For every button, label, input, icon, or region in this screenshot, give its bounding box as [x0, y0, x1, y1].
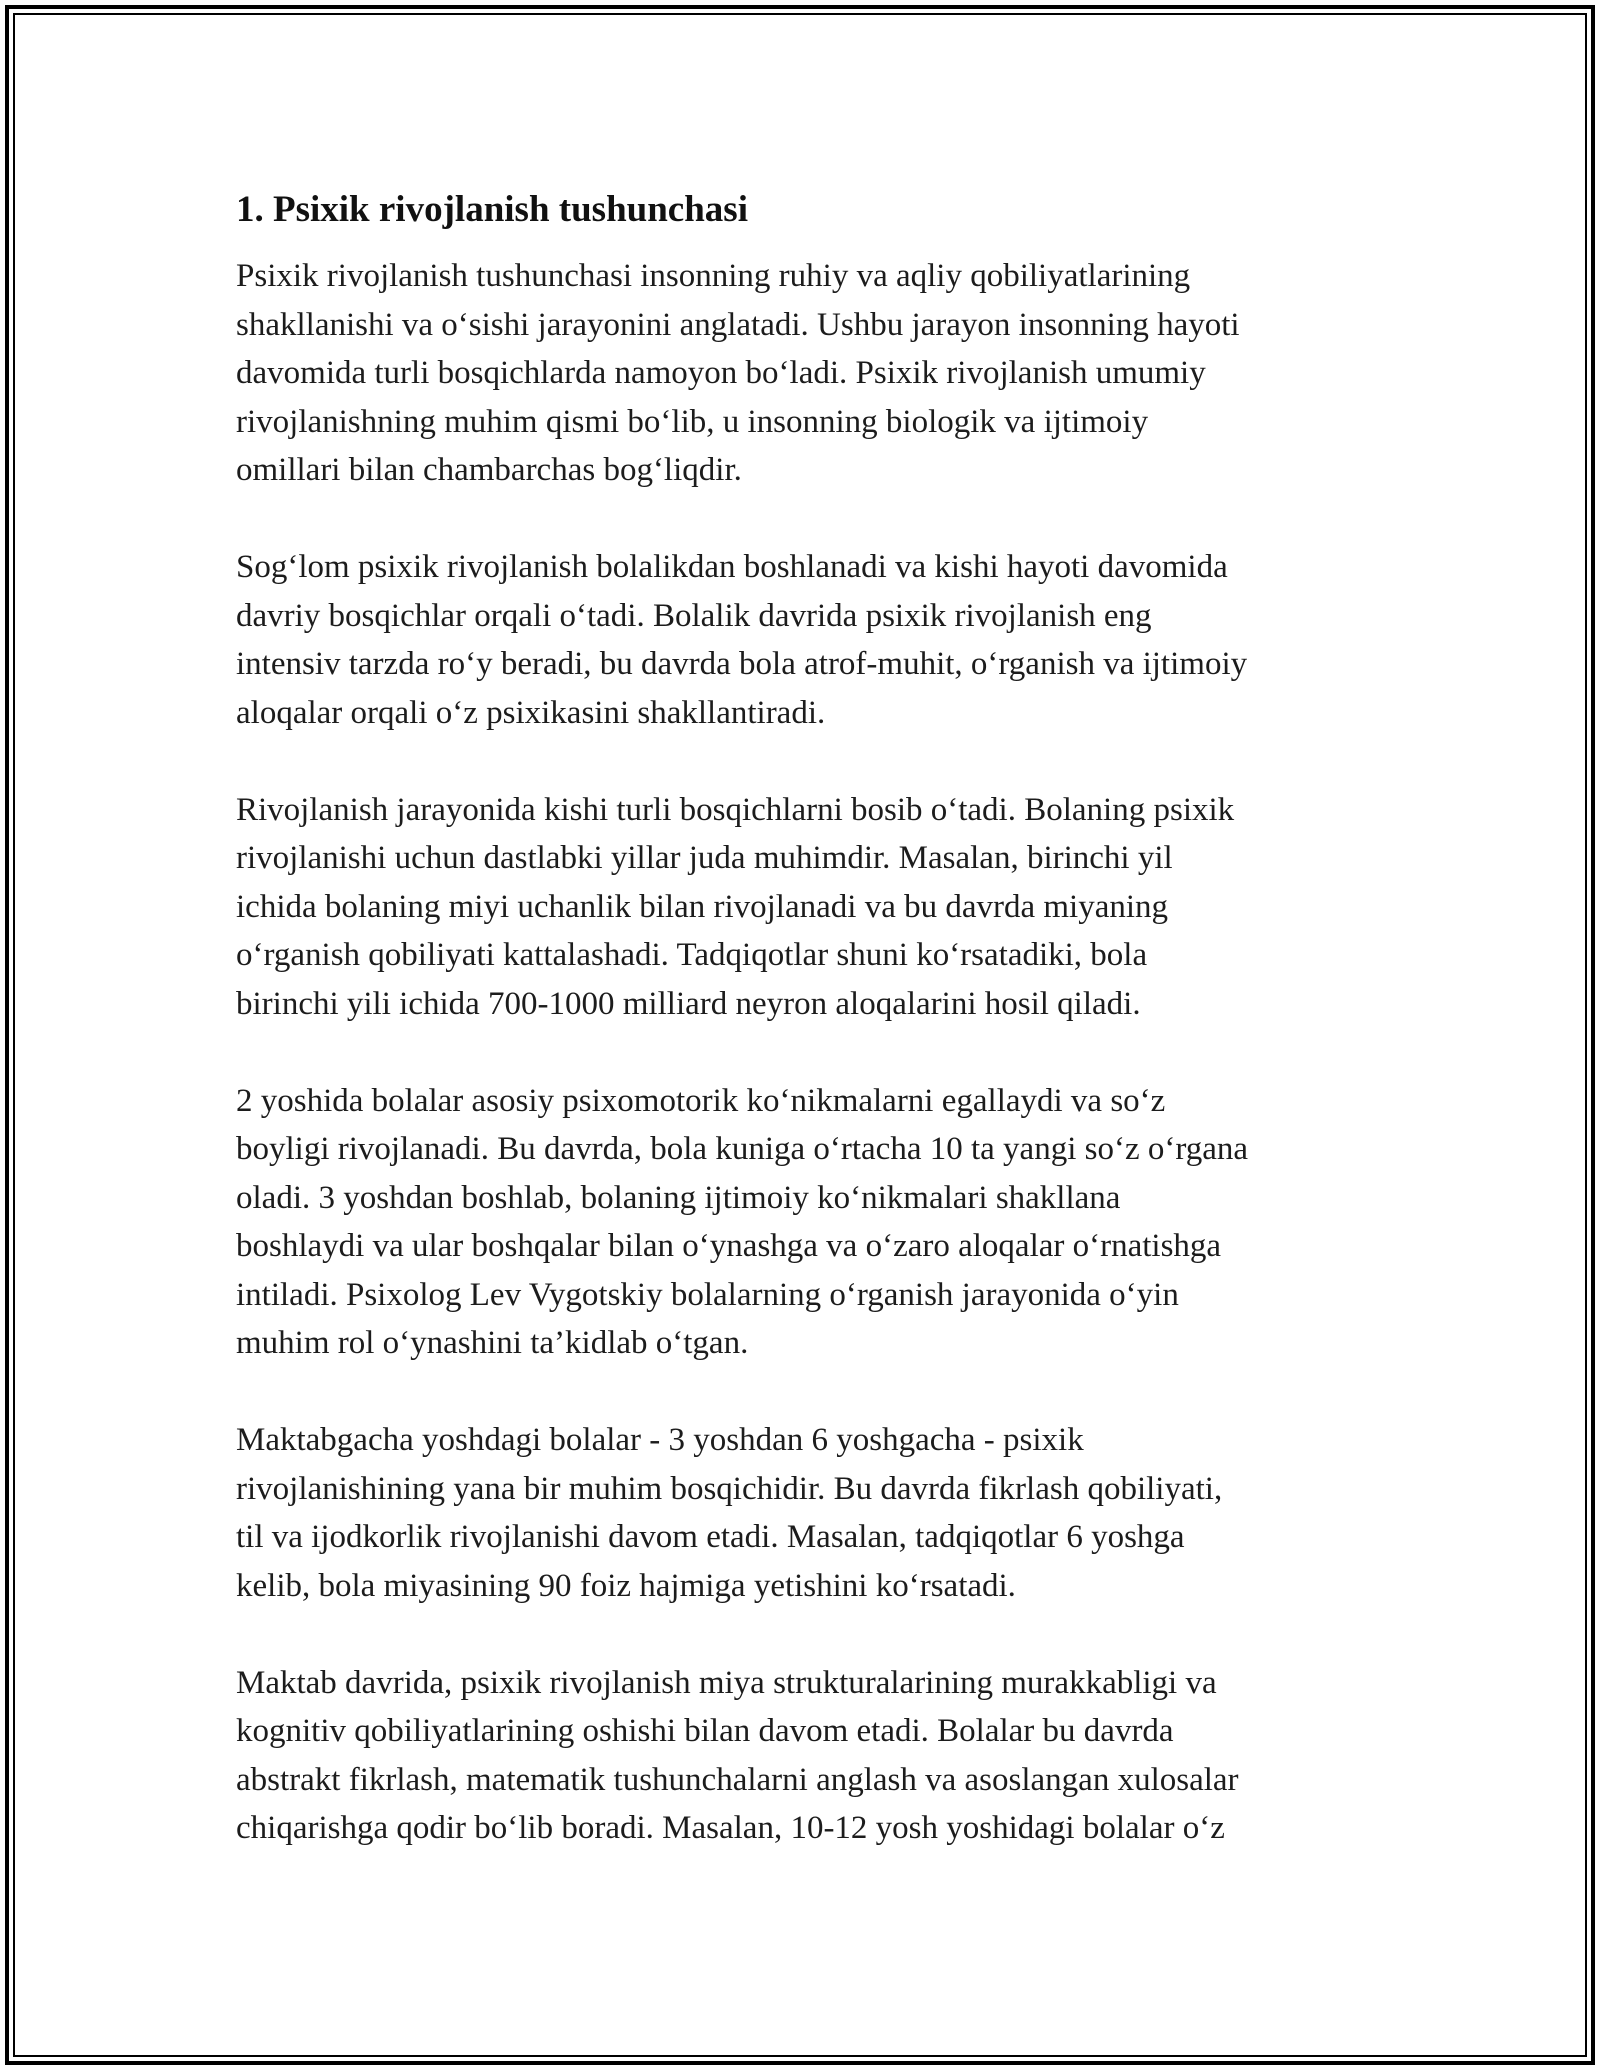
text-line: oladi. 3 yoshdan boshlab, bolaning ijtimoiy ko‘nikmalari shakllana — [236, 1179, 1121, 1216]
text-line: Maktab davrida, psixik rivojlanish miya strukturalarining murakkabligi va — [236, 1664, 1217, 1701]
text-line: til va ijodkorlik rivojlanishi davom etadi. Masalan, tadqiqotlar 6 yoshga — [236, 1519, 1185, 1555]
text-line: rivojlanishi uchun dastlabki yillar juda muhimdir. Masalan, birinchi yil — [236, 840, 1173, 876]
text-line: intiladi. Psixolog Lev Vygotskiy bolalarning o‘rganish jarayonida o‘yin — [236, 1276, 1179, 1313]
text-line: kelib, bola miyasining 90 foiz hajmiga yetishini ko‘rsatadi. — [236, 1567, 1016, 1604]
text-line: chiqarishga qodir bo‘lib boradi. Masalan, 10-12 yosh yoshidagi bolalar o‘z — [236, 1810, 1225, 1846]
text-line: Rivojlanish jarayonida kishi turli bosqichlarni bosib o‘tadi. Bolaning psixik — [236, 791, 1235, 828]
text-line: o‘rganish qobiliyati kattalashadi. Tadqiqotlar shuni ko‘rsatadiki, bola — [236, 937, 1148, 973]
document-body — [236, 186, 1366, 1901]
paragraph-5 — [236, 1416, 1366, 1610]
text-line: ichida bolaning miyi uchanlik bilan rivojlanadi va bu davrda miyaning — [236, 888, 1169, 925]
text-line: Psixik rivojlanish tushunchasi insonning ruhiy va aqliy qobiliyatlarining — [236, 258, 1191, 294]
text-line: shakllanishi va o‘sishi jarayonini anglatadi. Ushbu jarayon insonning hayoti — [236, 306, 1240, 343]
paragraph-6 — [236, 1659, 1366, 1853]
paragraph-1 — [236, 252, 1366, 495]
text-line: intensiv tarzda ro‘y beradi, bu davrda bola atrof-muhit, o‘rganish va ijtimoiy — [236, 646, 1248, 682]
text-line: abstrakt fikrlash, matematik tushunchalarni anglash va asoslangan xulosalar — [236, 1761, 1239, 1798]
text-line: Maktabgacha yoshdagi bolalar - 3 yoshdan 6 yoshgacha - psixik — [236, 1422, 1084, 1458]
text-line: davriy bosqichlar orqali o‘tadi. Bolalik davrida psixik rivojlanish eng — [236, 597, 1152, 634]
paragraph-2 — [236, 543, 1366, 737]
text-line: davomida turli bosqichlarda namoyon bo‘ladi. Psixik rivojlanish umumiy — [236, 355, 1206, 391]
text-line: aloqalar orqali o‘z psixikasini shakllantiradi. — [236, 694, 826, 731]
text-line: omillari bilan chambarchas bog‘liqdir. — [236, 452, 742, 488]
text-line: 2 yoshida bolalar asosiy psixomotorik ko‘nikmalarni egallaydi va so‘z — [236, 1082, 1166, 1119]
text-line: muhim rol o‘ynashini ta’kidlab o‘tgan. — [236, 1325, 749, 1361]
text-line: rivojlanishining yana bir muhim bosqichidir. Bu davrda fikrlash qobiliyati, — [236, 1470, 1223, 1507]
text-line: boyligi rivojlanadi. Bu davrda, bola kuniga o‘rtacha 10 ta yangi so‘z o‘rgana — [236, 1131, 1249, 1167]
text-line: boshlaydi va ular boshqalar bilan o‘ynashga va o‘zaro aloqalar o‘rnatishga — [236, 1228, 1222, 1264]
text-line: kognitiv qobiliyatlarining oshishi bilan davom etadi. Bolalar bu davrda — [236, 1713, 1174, 1749]
section-heading: 1. Psixik rivojlanish tushunchasi — [236, 189, 748, 230]
paragraph-3 — [236, 786, 1366, 1029]
paragraph-4 — [236, 1077, 1366, 1368]
text-line: Sog‘lom psixik rivojlanish bolalikdan boshlanadi va kishi hayoti davomida — [236, 549, 1228, 585]
text-line: birinchi yili ichida 700-1000 milliard neyron aloqalarini hosil qiladi. — [236, 985, 1141, 1022]
text-line: rivojlanishning muhim qismi bo‘lib, u insonning biologik va ijtimoiy — [236, 403, 1149, 440]
